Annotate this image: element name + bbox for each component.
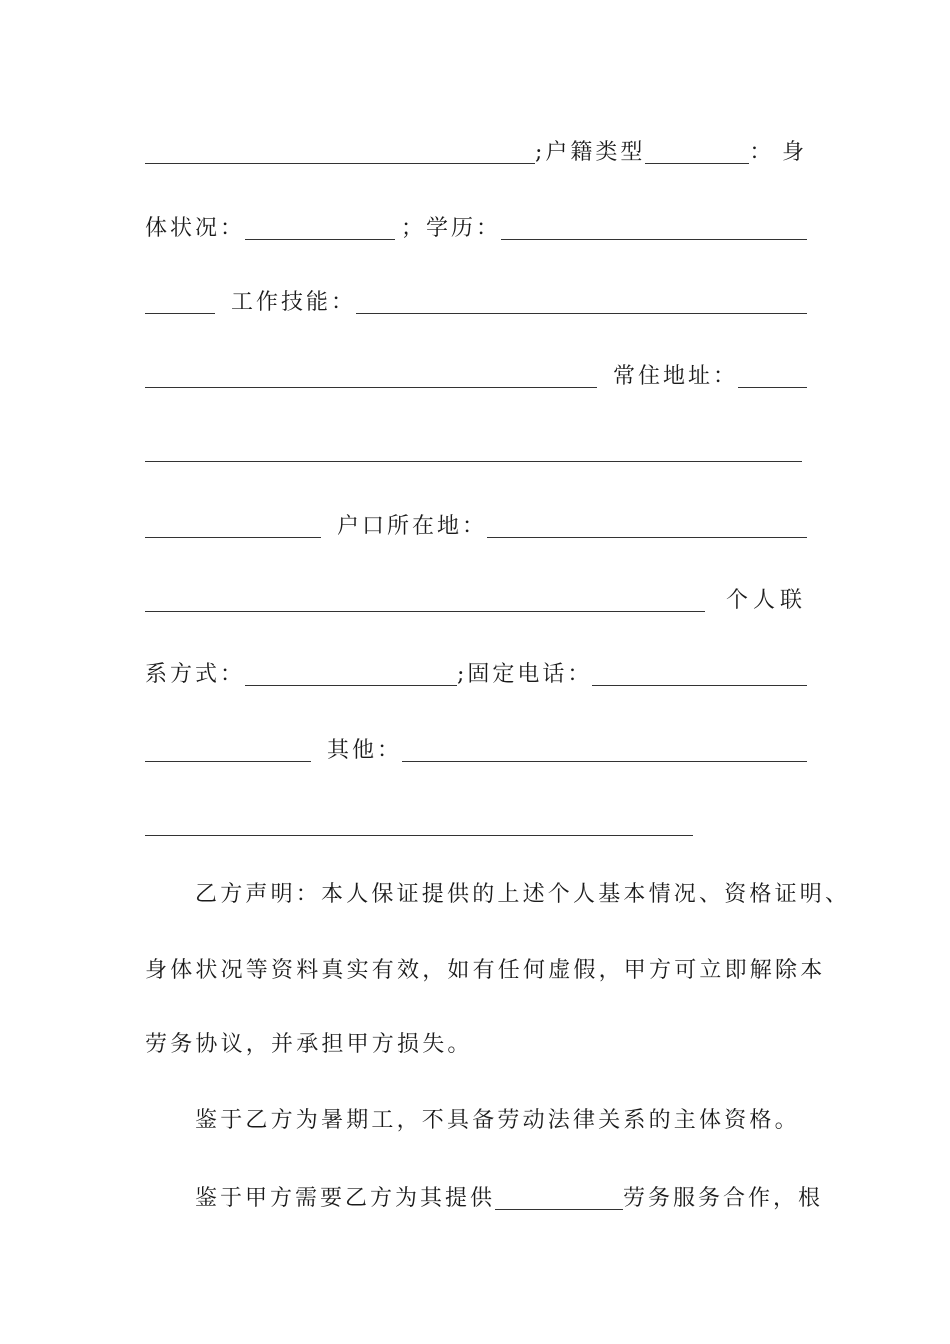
- service-blank[interactable]: [495, 1209, 623, 1210]
- form-row-contact-landline: [145, 656, 807, 690]
- other-label: 其他：: [327, 738, 403, 763]
- address-blank[interactable]: [738, 387, 807, 388]
- blank-line[interactable]: [145, 611, 705, 612]
- blank-line[interactable]: [145, 387, 597, 388]
- other-blank[interactable]: [402, 761, 807, 762]
- hukou-blank[interactable]: [487, 537, 807, 538]
- form-row-other: [145, 732, 807, 766]
- landline-blank[interactable]: [592, 685, 807, 686]
- separator: ；: [401, 216, 427, 241]
- household-type-label: ;户籍类型: [535, 140, 646, 165]
- address-blank-continued[interactable]: [145, 461, 802, 462]
- service-clause: [145, 1180, 824, 1214]
- contact-blank[interactable]: [245, 685, 457, 686]
- form-row-hukou: [145, 508, 807, 542]
- colon: ：: [749, 140, 775, 165]
- household-type-blank[interactable]: [645, 163, 749, 164]
- form-row-skills: [145, 284, 807, 318]
- skills-blank[interactable]: [356, 313, 807, 314]
- form-row-address-continued: [145, 432, 807, 466]
- other-blank-continued[interactable]: [145, 835, 693, 836]
- summer-worker-clause: 鉴于乙方为暑期工，不具备劳动法律关系的主体资格。: [195, 1108, 800, 1133]
- form-row-health-education: [145, 210, 807, 244]
- declaration-line-3: 劳务协议，并承担甲方损失。: [145, 1032, 473, 1057]
- education-blank[interactable]: [501, 239, 807, 240]
- form-row-other-continued: [145, 806, 807, 840]
- form-row-household-type: [145, 134, 807, 168]
- service-clause-prefix: 鉴于甲方需要乙方为其提供: [195, 1186, 496, 1211]
- blank-line[interactable]: [145, 537, 321, 538]
- address-label: 常住地址：: [613, 364, 739, 389]
- contact-label: 个人联: [725, 588, 807, 613]
- health-blank[interactable]: [245, 239, 395, 240]
- form-row-contact-start: [145, 582, 807, 616]
- contact-label-continued: 系方式：: [145, 662, 246, 687]
- declaration-line-1: 乙方声明：本人保证提供的上述个人基本情况、资格证明、: [195, 882, 851, 907]
- skills-label: 工作技能：: [231, 290, 357, 315]
- hukou-label: 户口所在地：: [337, 514, 488, 539]
- blank-line[interactable]: [145, 761, 311, 762]
- declaration-line-2: 身体状况等资料真实有效，如有任何虚假，甲方可立即解除本: [145, 958, 826, 983]
- blank-line[interactable]: [145, 163, 535, 164]
- blank-line[interactable]: [145, 313, 215, 314]
- service-clause-suffix: 劳务服务合作，根: [623, 1186, 824, 1211]
- body-char: 身: [781, 140, 807, 165]
- health-label: 体状况：: [145, 216, 246, 241]
- form-row-address: [145, 358, 807, 392]
- education-label: 学历：: [426, 216, 502, 241]
- landline-label: ;固定电话：: [457, 662, 593, 687]
